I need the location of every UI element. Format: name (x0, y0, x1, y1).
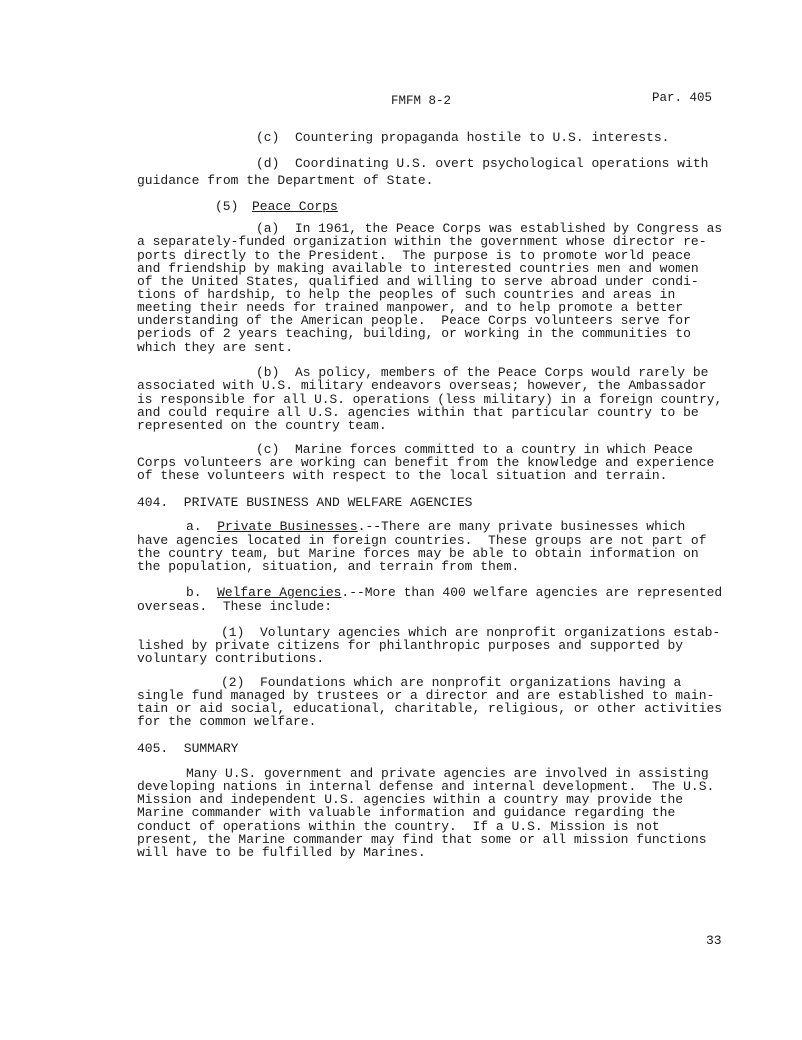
section-404-a-line: have agencies located in foreign countries. These groups are not part of (137, 533, 707, 548)
summary-line: Many U.S. government and private agencies are involved in assisting (186, 766, 709, 781)
paragraph-ref: Par. 405 (652, 91, 713, 105)
section-404-b2-line: for the common welfare. (137, 714, 317, 729)
item-d-line: (d) Coordinating U.S. overt psychological operations with (256, 156, 709, 171)
summary-line: Marine commander with valuable information and guidance regarding the (137, 805, 676, 820)
section-404-a-label: a. (186, 519, 202, 534)
section-404-a-text: .--There are many private businesses which (357, 519, 686, 534)
peace-corps-c-line: (c) Marine forces committed to a country in which Peace (256, 442, 693, 457)
summary-line: Mission and independent U.S. agencies within a country may provide the (137, 792, 684, 807)
peace-corps-number: (5) (215, 199, 239, 214)
summary-line: present, the Marine commander may find that some or all mission functions (137, 832, 707, 847)
peace-corps-a-line: which they are sent. (137, 340, 294, 355)
section-404-b-first-line (186, 586, 722, 599)
section-404-b-text: .--More than 400 welfare agencies are represented (341, 585, 723, 600)
peace-corps-a-line: a separately-funded organization within the government whose director re- (137, 234, 707, 249)
peace-corps-b-line: (b) As policy, members of the Peace Corps would rarely be (256, 365, 709, 380)
peace-corps-a-line: tions of hardship, to help the peoples of such countries and areas in (137, 287, 676, 302)
welfare-agencies-title: Welfare Agencies (217, 585, 342, 600)
section-404-a-first-line (186, 520, 685, 533)
peace-corps-a-line: periods of 2 years teaching, building, or working in the communities to (137, 326, 691, 341)
item-d-line: guidance from the Department of State. (137, 173, 434, 188)
section-405-heading: 405. SUMMARY (137, 741, 239, 756)
peace-corps-b-line: is responsible for all U.S. operations (less military) in a foreign country, (137, 392, 723, 407)
section-404-b2-line: single fund managed by trustees or a director and are established to main- (137, 688, 715, 703)
item-c-line: (c) Countering propaganda hostile to U.S. interests. (256, 130, 670, 145)
peace-corps-b-line: and could require all U.S. agencies within that particular country to be (137, 405, 699, 420)
section-404-a-line: the population, situation, and terrain from them. (137, 559, 520, 574)
peace-corps-a-line: understanding of the American people. Peace Corps volunteers serve for (137, 313, 691, 328)
section-404-heading: 404. PRIVATE BUSINESS AND WELFARE AGENCIES (137, 495, 473, 510)
summary-line: conduct of operations within the country. If a U.S. Mission is not (137, 819, 660, 834)
peace-corps-c-line: Corps volunteers are working can benefit from the knowledge and experience (137, 455, 715, 470)
peace-corps-c-line: of these volunteers with respect to the local situation and terrain. (137, 468, 668, 483)
peace-corps-a-line: (a) In 1961, the Peace Corps was established by Congress as (256, 221, 723, 236)
section-404-b2-line: tain or aid social, educational, charitable, religious, or other activities (137, 701, 723, 716)
summary-line: developing nations in internal defense and internal development. The U.S. (137, 779, 715, 794)
doc-id: FMFM 8-2 (391, 94, 452, 108)
section-404-b-label: b. (186, 585, 202, 600)
section-404-a-line: the country team, but Marine forces may be able to obtain information on (137, 546, 699, 561)
peace-corps-title: Peace Corps (252, 199, 338, 214)
section-404-b1-line: voluntary contributions. (137, 651, 325, 666)
section-404-b-line: overseas. These include: (137, 599, 333, 614)
section-404-b1-line: (1) Voluntary agencies which are nonprofit organizations estab- (221, 625, 721, 640)
peace-corps-a-line: ports directly to the President. The purpose is to promote world peace (137, 248, 691, 263)
peace-corps-a-line: of the United States, qualified and willing to serve abroad under condi- (137, 274, 699, 289)
section-404-b1-line: lished by private citizens for philanthropic purposes and supported by (137, 638, 684, 653)
peace-corps-b-line: represented on the country team. (137, 418, 387, 433)
peace-corps-a-line: and friendship by making available to interested countries men and women (137, 261, 699, 276)
peace-corps-a-line: meeting their needs for trained manpower, and to help promote a better (137, 300, 684, 315)
page-number: 33 (706, 933, 722, 948)
private-businesses-title: Private Businesses (217, 519, 358, 534)
summary-line: will have to be fulfilled by Marines. (137, 845, 426, 860)
section-404-b2-line: (2) Foundations which are nonprofit organizations having a (221, 675, 682, 690)
peace-corps-b-line: associated with U.S. military endeavors overseas; however, the Ambassador (137, 378, 707, 393)
